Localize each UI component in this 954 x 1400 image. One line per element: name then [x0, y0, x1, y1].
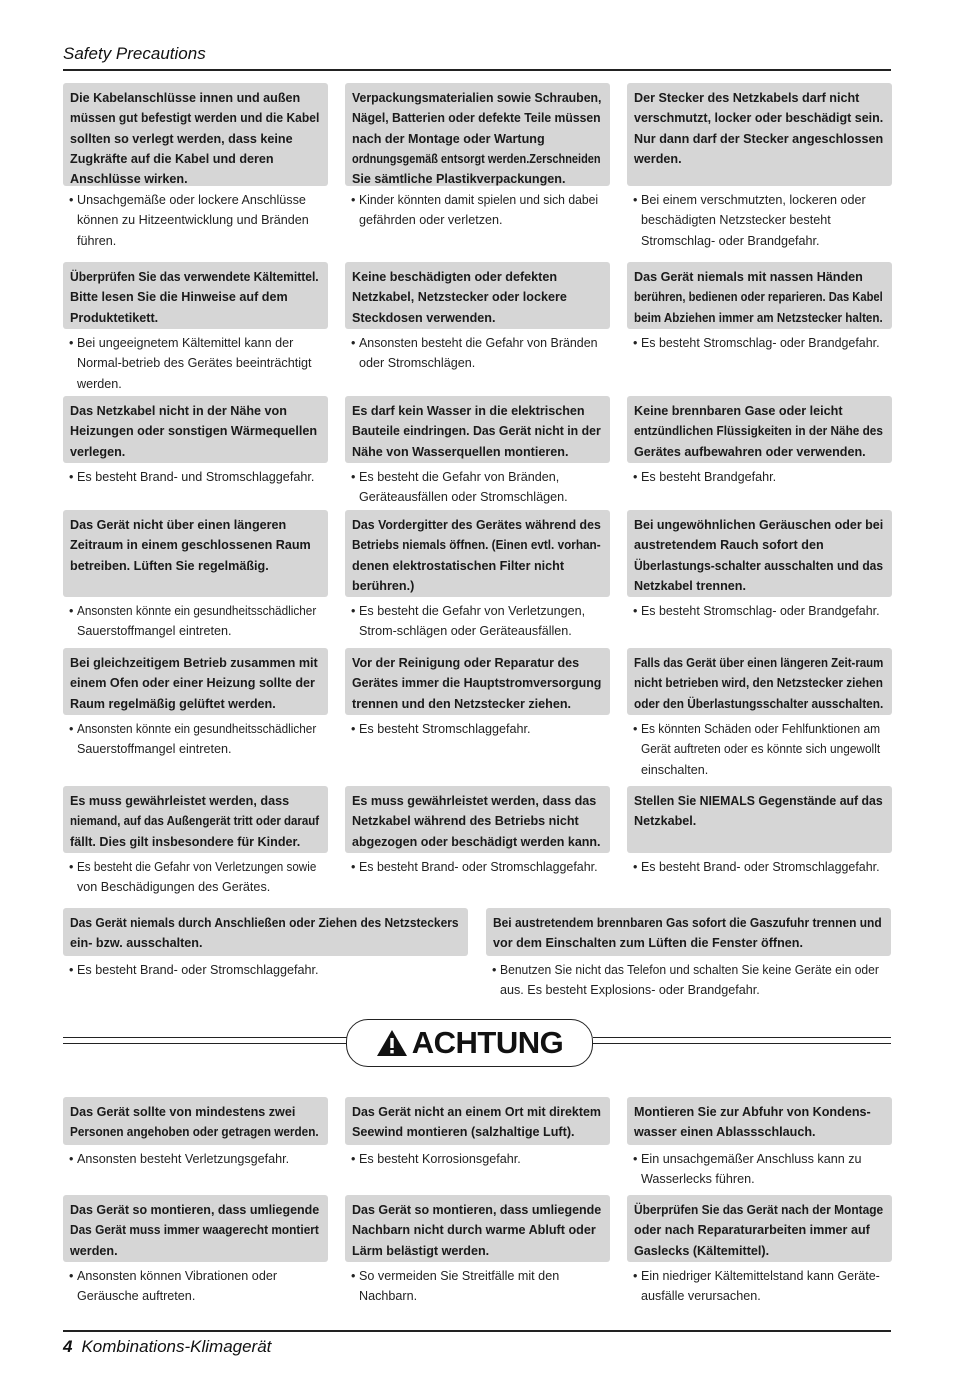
caution-item — [627, 1097, 892, 1190]
precaution-heading — [345, 262, 610, 329]
bullet-icon: • — [69, 963, 74, 977]
bullet-icon: • — [351, 860, 356, 874]
caution-item — [345, 1097, 610, 1169]
heading-line: Bei ungewöhnlichen Geräuschen oder bei — [634, 518, 884, 532]
precaution-note — [63, 463, 328, 487]
precaution-heading — [627, 262, 892, 329]
note-text — [359, 467, 606, 508]
bullet-icon: • — [351, 722, 356, 736]
heading-line: Vor der Reinigung oder Reparatur des — [352, 656, 580, 670]
heading-line: Montieren Sie zur Abfuhr von Kondens- — [634, 1105, 871, 1119]
precaution-heading — [345, 83, 610, 186]
heading-line: Das Gerät niemals durch Anschließen oder Ziehen des Netzsteckers — [70, 916, 459, 930]
precaution-heading — [345, 1097, 610, 1145]
section-title: Safety Precautions — [63, 44, 206, 63]
note-line: Ein niedriger Kältemittelstand kann Geräte- — [641, 1269, 880, 1283]
heading-line: entzündlichen Flüssigkeiten in der Nähe des — [634, 424, 883, 439]
warning-item — [627, 83, 892, 251]
heading-line: Zugkräfte auf die Kabel und deren — [70, 151, 274, 166]
note-line: Ansonsten besteht Verletzungsgefahr. — [77, 1152, 290, 1166]
bullet-icon: • — [633, 336, 638, 350]
precaution-note — [345, 463, 610, 508]
precaution-heading — [63, 510, 328, 597]
heading-line: Seewind montieren (salzhaltige Luft). — [352, 1125, 575, 1140]
heading-line: müssen gut befestigt werden und die Kabel — [70, 111, 320, 126]
precaution-note — [63, 186, 328, 251]
heading-line: werden. — [70, 1243, 118, 1258]
note-line: Es besteht die Gefahr von Verletzungen, — [359, 604, 586, 618]
bullet-icon: • — [69, 1269, 74, 1283]
note-text — [359, 857, 606, 877]
warning-item — [627, 648, 892, 780]
heading-line: Überprüfen Sie das verwendete Kältemittel. — [70, 270, 319, 284]
heading-line: vor dem Einschalten zum Lüften die Fenster öffnen. — [493, 936, 803, 951]
note-text — [641, 601, 888, 621]
precaution-note — [63, 1145, 328, 1169]
heading-line: wasser einen Ablassschlauch. — [634, 1125, 816, 1140]
warning-item — [63, 396, 328, 487]
note-text — [641, 333, 888, 353]
precaution-heading — [63, 396, 328, 463]
warning-item — [345, 648, 610, 739]
caution-label-pill — [346, 1019, 593, 1067]
heading-line: Es muss gewährleistet werden, dass das — [352, 794, 597, 808]
bullet-icon: • — [351, 1269, 356, 1283]
heading-line: oder den Überlastungsschalter ausschalten. — [634, 696, 884, 711]
note-line: Sauerstoffmangel eintreten. — [77, 624, 232, 639]
heading-line: Lärm belästigt werden. — [352, 1243, 490, 1258]
bullet-icon: • — [633, 1152, 638, 1166]
note-line: Unsachgemäße oder lockere Anschlüsse — [77, 193, 306, 207]
precaution-note — [345, 186, 610, 231]
heading-line: Netzkabel. — [634, 814, 697, 829]
heading-line: Keine brennbaren Gase oder leicht — [634, 404, 843, 418]
heading-line: Sie sämtliche Plastikverpackungen. — [352, 172, 566, 187]
caution-rule-right — [593, 1037, 891, 1044]
caution-item — [63, 1195, 328, 1307]
heading-line: Betriebs niemals öffnen. (Einen evtl. vorhan- — [352, 538, 601, 553]
note-line: Normal-betrieb des Gerätes beeinträchtigt — [77, 356, 312, 371]
heading-line: Keine beschädigten oder defekten — [352, 270, 558, 284]
caution-banner — [63, 1017, 891, 1069]
bullet-icon: • — [633, 722, 638, 736]
note-line: Stromschlag- oder Brandgefahr. — [641, 233, 820, 248]
warning-item — [627, 262, 892, 353]
note-text — [641, 857, 888, 877]
note-text — [77, 960, 464, 980]
heading-line: Der Stecker des Netzkabels darf nicht — [634, 91, 860, 105]
heading-line: verschmutzt, locker oder beschädigt sein. — [634, 111, 884, 126]
precaution-heading — [345, 648, 610, 715]
note-line: werden. — [77, 376, 122, 391]
bullet-icon: • — [69, 1152, 74, 1166]
precaution-heading — [345, 510, 610, 597]
note-line: gefährden oder verletzen. — [359, 213, 503, 228]
precaution-note — [345, 1262, 610, 1307]
caution-rule-left — [63, 1037, 348, 1044]
note-line: Es besteht Stromschlag- oder Brandgefahr. — [641, 336, 880, 350]
note-line: Wasserlecks führen. — [641, 1172, 755, 1187]
bullet-icon: • — [633, 193, 638, 207]
precaution-note — [627, 329, 892, 353]
note-line: oder Stromschlägen. — [359, 356, 476, 371]
bullet-icon: • — [633, 470, 638, 484]
precaution-heading — [627, 786, 892, 853]
note-text — [77, 190, 324, 251]
precaution-note — [627, 853, 892, 877]
note-line: Es besteht Brandgefahr. — [641, 470, 777, 484]
warning-item — [63, 786, 328, 898]
heading-line: nach der Montage oder Wartung — [352, 131, 545, 146]
warning-item — [345, 262, 610, 374]
precaution-heading — [627, 1195, 892, 1262]
precaution-note — [345, 329, 610, 374]
heading-line: Produktetikett. — [70, 310, 159, 325]
note-line: Ansonsten könnte ein gesundheitsschädlicher — [77, 604, 317, 618]
heading-line: Heizungen oder sonstigen Wärmequellen — [70, 424, 318, 439]
bullet-icon: • — [351, 1152, 356, 1166]
heading-line: Netzkabel während des Betriebs nicht — [352, 814, 579, 829]
precaution-note — [627, 1262, 892, 1307]
heading-line: Verpackungsmaterialien sowie Schrauben, — [352, 91, 602, 105]
page-number: 4 — [63, 1337, 73, 1356]
note-line: führen. — [77, 233, 117, 248]
warning-item — [486, 908, 891, 1001]
heading-line: Es muss gewährleistet werden, dass — [70, 794, 290, 808]
heading-line: sollten so verlegt werden, dass keine — [70, 131, 293, 146]
bullet-icon: • — [69, 336, 74, 350]
warning-item — [63, 908, 468, 980]
heading-line: einem Ofen oder einer Heizung sollte der — [70, 676, 315, 691]
heading-line: denen elektrostatischen Filter nicht — [352, 558, 565, 573]
caution-item — [63, 1097, 328, 1169]
heading-line: niemand, auf das Außengerät tritt oder darauf — [70, 814, 320, 829]
heading-line: Das Gerät muss immer waagerecht montiert — [70, 1223, 319, 1238]
precaution-note — [63, 715, 328, 760]
heading-line: Das Gerät sollte von mindestens zwei — [70, 1105, 296, 1119]
heading-line: Die Kabelanschlüsse innen und außen — [70, 91, 301, 105]
heading-line: Bei gleichzeitigem Betrieb zusammen mit — [70, 656, 318, 670]
bullet-icon: • — [351, 604, 356, 618]
heading-line: Das Gerät nicht an einem Ort mit direktem — [352, 1105, 601, 1119]
note-line: aus. Es besteht Explosions- oder Brandgefahr. — [500, 983, 760, 998]
precaution-heading — [486, 908, 891, 956]
note-line: können zu Hitzeentwicklung und Bränden — [77, 213, 309, 228]
bullet-icon: • — [351, 193, 356, 207]
heading-line: austretendem Rauch sofort den — [634, 538, 824, 553]
precaution-heading — [627, 396, 892, 463]
heading-line: abgezogen oder beschädigt werden kann. — [352, 834, 601, 849]
heading-line: ein- bzw. ausschalten. — [70, 936, 203, 951]
note-line: Gerät auftreten oder es könnte sich ungewollt — [641, 742, 881, 757]
precaution-heading — [63, 1097, 328, 1145]
precaution-heading — [627, 1097, 892, 1145]
note-text — [359, 601, 606, 642]
note-line: beschädigten Netzstecker besteht — [641, 213, 831, 228]
precaution-note — [627, 463, 892, 487]
heading-line: Das Gerät niemals mit nassen Händen — [634, 270, 863, 284]
note-text — [641, 467, 888, 487]
precaution-heading — [63, 1195, 328, 1262]
warning-item — [627, 396, 892, 487]
precaution-note — [345, 715, 610, 739]
note-text — [77, 467, 324, 487]
bullet-icon: • — [633, 860, 638, 874]
caution-label: ACHTUNG — [411, 1025, 564, 1060]
heading-line: berühren, bedienen oder reparieren. Das Kabel — [634, 290, 883, 305]
note-line: Es besteht Brand- oder Stromschlaggefahr. — [359, 860, 598, 874]
precaution-heading — [63, 908, 468, 956]
note-line: Es besteht die Gefahr von Bränden, — [359, 470, 560, 484]
footer-rule — [63, 1330, 891, 1332]
heading-line: beim Abziehen immer am Netzstecker halten. — [634, 310, 883, 325]
caution-item — [627, 1195, 892, 1307]
precaution-heading — [63, 648, 328, 715]
warning-item — [627, 510, 892, 621]
heading-line: Falls das Gerät über einen längeren Zeit-raum — [634, 656, 884, 670]
warning-item — [63, 510, 328, 642]
note-text — [641, 1149, 888, 1190]
note-text — [641, 1266, 888, 1307]
precaution-note — [627, 1145, 892, 1190]
precaution-heading — [345, 396, 610, 463]
heading-line: betreiben. Lüften Sie regelmäßig. — [70, 558, 269, 573]
bullet-icon: • — [492, 963, 497, 977]
note-text — [500, 960, 894, 1001]
heading-line: Netzkabel, Netzstecker oder lockere — [352, 290, 567, 305]
bullet-icon: • — [69, 193, 74, 207]
precaution-note — [627, 186, 892, 251]
note-line: Es könnten Schäden oder Fehlfunktionen am — [641, 722, 881, 736]
caution-item — [345, 1195, 610, 1307]
note-line: Es besteht Stromschlaggefahr. — [359, 722, 531, 736]
note-text — [641, 190, 888, 251]
precaution-note — [486, 956, 891, 1001]
note-line: Es besteht Brand- oder Stromschlaggefahr. — [641, 860, 880, 874]
document-title: Kombinations-Klimagerät — [81, 1337, 272, 1356]
note-text — [77, 719, 333, 760]
warning-item — [63, 262, 328, 394]
precaution-note — [627, 715, 892, 780]
precaution-note — [63, 956, 468, 980]
page-footer — [63, 1337, 271, 1357]
precaution-note — [345, 1145, 610, 1169]
heading-line: Überprüfen Sie das Gerät nach der Montage — [634, 1203, 884, 1217]
note-line: Ein unsachgemäßer Anschluss kann zu — [641, 1152, 862, 1166]
note-line: einschalten. — [641, 762, 709, 777]
heading-line: werden. — [634, 151, 682, 166]
precaution-note — [345, 853, 610, 877]
precaution-note — [63, 1262, 328, 1307]
heading-line: Es darf kein Wasser in die elektrischen — [352, 404, 585, 418]
precaution-note — [63, 597, 328, 642]
heading-line: Überlastungs-schalter ausschalten und das — [634, 558, 884, 573]
note-line: So vermeiden Sie Streitfälle mit den — [359, 1269, 560, 1283]
note-line: Sauerstoffmangel eintreten. — [77, 742, 232, 757]
bullet-icon: • — [69, 604, 74, 618]
precaution-heading — [627, 83, 892, 186]
note-line: Es besteht Brand- oder Stromschlaggefahr. — [77, 963, 319, 977]
note-line: Benutzen Sie nicht das Telefon und schalten Sie keine Geräte ein oder — [500, 963, 879, 977]
heading-line: Netzkabel trennen. — [634, 578, 746, 593]
precaution-heading — [63, 262, 328, 329]
precaution-heading — [345, 1195, 610, 1262]
note-line: Es besteht Korrosionsgefahr. — [359, 1152, 521, 1166]
note-line: Bei einem verschmutzten, lockeren oder — [641, 193, 866, 207]
heading-line: berühren.) — [352, 578, 415, 593]
bullet-icon: • — [633, 604, 638, 618]
heading-line: Nägel, Batterien oder defekte Teile müssen — [352, 111, 601, 126]
heading-line: oder nach Reparaturarbeiten immer auf — [634, 1223, 870, 1238]
warning-item — [63, 83, 328, 251]
bullet-icon: • — [69, 470, 74, 484]
note-line: Ansonsten besteht die Gefahr von Bränden — [359, 336, 598, 350]
note-text — [359, 1149, 606, 1169]
note-line: Nachbarn. — [359, 1289, 418, 1304]
heading-line: Personen angehoben oder getragen werden. — [70, 1125, 319, 1140]
warning-item — [345, 83, 610, 231]
heading-line: Nachbarn nicht durch warme Abluft oder — [352, 1223, 596, 1238]
heading-line: fällt. Dies gilt insbesondere für Kinder. — [70, 834, 301, 849]
heading-line: Das Netzkabel nicht in der Nähe von — [70, 404, 287, 418]
note-line: Es besteht die Gefahr von Verletzungen sowie — [77, 860, 317, 874]
note-text — [359, 1266, 606, 1307]
heading-line: Das Gerät so montieren, dass umliegende — [70, 1203, 320, 1217]
heading-line: Gerätes aufbewahren oder verwenden. — [634, 444, 866, 459]
precaution-note — [627, 597, 892, 621]
heading-line: Bei austretendem brennbaren Gas sofort die Gaszufuhr trennen und — [493, 916, 882, 930]
note-line: Kinder könnten damit spielen und sich dabei — [359, 193, 599, 207]
note-text — [359, 333, 606, 374]
note-line: Es besteht Stromschlag- oder Brandgefahr. — [641, 604, 880, 618]
heading-line: Stellen Sie NIEMALS Gegenstände auf das — [634, 794, 883, 808]
note-line: Ansonsten können Vibrationen oder — [77, 1269, 278, 1283]
heading-line: Zeitraum in einem geschlossenen Raum — [70, 538, 311, 553]
note-line: Geräteausfällen oder Stromschlägen. — [359, 490, 568, 505]
warning-item — [345, 786, 610, 877]
bullet-icon: • — [69, 722, 74, 736]
heading-line: ordnungsgemäß entsorgt werden.Zerschneiden — [352, 151, 601, 166]
precaution-heading — [627, 648, 892, 715]
heading-line: Das Gerät so montieren, dass umliegende — [352, 1203, 602, 1217]
note-line: von Beschädigungen des Gerätes. — [77, 880, 271, 895]
warning-item — [627, 786, 892, 877]
bullet-icon: • — [351, 336, 356, 350]
heading-line: Das Gerät nicht über einen längeren — [70, 518, 287, 532]
heading-line: Bauteile eindringen. Das Gerät nicht in der — [352, 424, 601, 439]
warning-triangle-icon — [376, 1029, 408, 1057]
note-text — [641, 719, 895, 780]
note-text — [359, 719, 606, 739]
note-line: Ansonsten könnte ein gesundheitsschädlicher — [77, 722, 317, 736]
heading-line: Anschlüsse wirken. — [70, 172, 188, 187]
note-line: ausfälle verursachen. — [641, 1289, 761, 1304]
heading-line: Gaslecks (Kältemittel). — [634, 1243, 770, 1258]
precaution-heading — [63, 83, 328, 186]
note-text — [77, 1266, 324, 1307]
heading-line: verlegen. — [70, 444, 126, 459]
warning-item — [345, 396, 610, 508]
bullet-icon: • — [69, 860, 74, 874]
note-line: Bei ungeeignetem Kältemittel kann der — [77, 336, 294, 350]
heading-line: Nähe von Wasserquellen montieren. — [352, 444, 569, 459]
heading-line: Das Vordergitter des Gerätes während des — [352, 518, 601, 532]
bullet-icon: • — [633, 1269, 638, 1283]
note-text — [359, 190, 606, 231]
precaution-note — [63, 853, 328, 898]
heading-line: Gerätes immer die Hauptstromversorgung — [352, 676, 602, 691]
note-line: Es besteht Brand- und Stromschlaggefahr. — [77, 470, 315, 484]
precaution-heading — [345, 786, 610, 853]
heading-line: Nur dann darf der Stecker angeschlossen — [634, 131, 884, 146]
note-text — [77, 1149, 324, 1169]
note-text — [77, 333, 324, 394]
bullet-icon: • — [351, 470, 356, 484]
precaution-heading — [63, 786, 328, 853]
precaution-note — [345, 597, 610, 642]
note-text — [77, 857, 335, 898]
heading-line: Steckdosen verwenden. — [352, 310, 496, 325]
warning-item — [63, 648, 328, 760]
note-line: Geräusche auftreten. — [77, 1289, 196, 1304]
header-rule — [63, 69, 891, 71]
heading-line: Bitte lesen Sie die Hinweise auf dem — [70, 290, 288, 305]
heading-line: Raum regelmäßig gelüftet werden. — [70, 696, 276, 711]
warning-item — [345, 510, 610, 642]
precaution-note — [63, 329, 328, 394]
note-line: Strom-schlägen oder Geräteausfällen. — [359, 624, 572, 639]
precaution-heading — [627, 510, 892, 597]
heading-line: trennen und den Netzstecker ziehen. — [352, 696, 572, 711]
note-text — [77, 601, 333, 642]
heading-line: nicht betrieben wird, den Netzstecker ziehen — [634, 676, 883, 691]
